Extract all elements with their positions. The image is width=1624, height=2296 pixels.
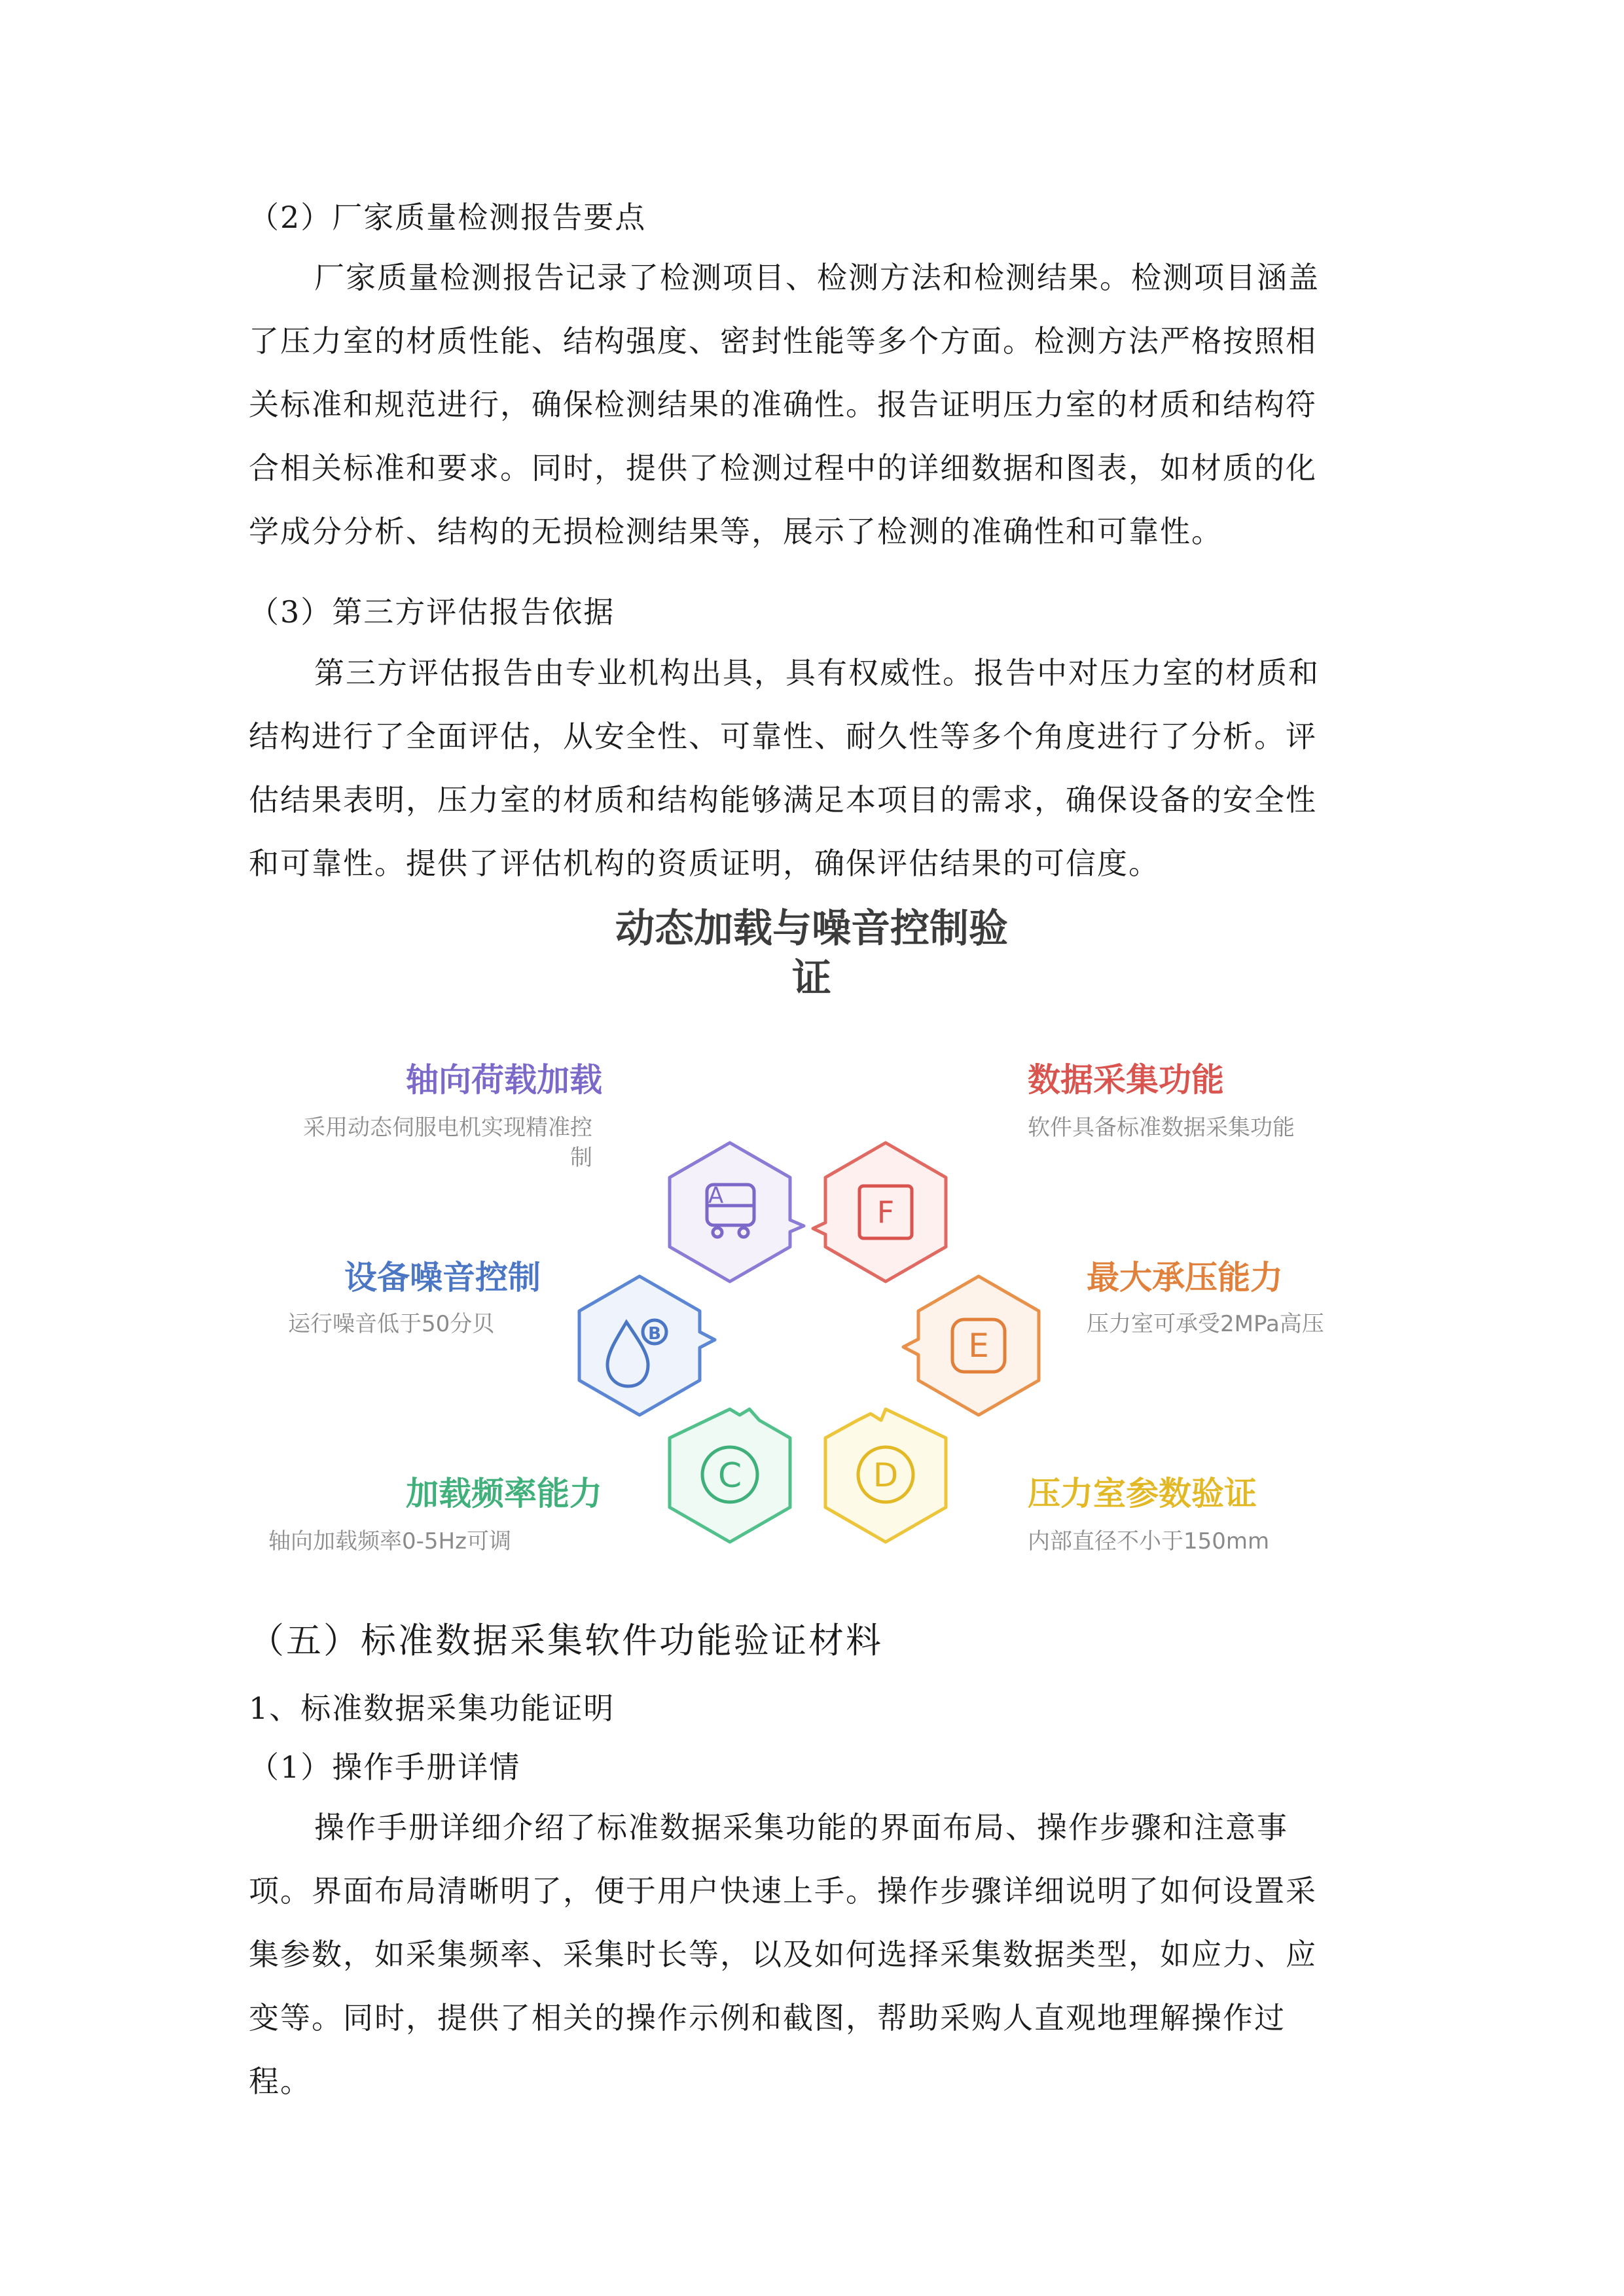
paragraph-line: 学成分分析、结构的无损检测结果等，展示了检测的准确性和可靠性。 bbox=[249, 514, 1223, 549]
paragraph-line: 了压力室的材质性能、结构强度、密封性能等多个方面。检测方法严格按照相 bbox=[249, 323, 1317, 359]
paragraph-line: 和可靠性。提供了评估机构的资质证明，确保评估结果的可信度。 bbox=[249, 846, 1160, 881]
feature-desc-axial-load bbox=[249, 1113, 592, 1173]
subheading-manual-details: （1）操作手册详情 bbox=[249, 1749, 521, 1785]
feature-title-axial-load: 轴向荷载加载 bbox=[406, 1061, 602, 1099]
paragraph-line: 关标准和规范进行，确保检测结果的准确性。报告证明压力室的材质和结构符 bbox=[249, 387, 1317, 422]
letter-d-icon-hexagon bbox=[825, 1409, 946, 1542]
infographic bbox=[249, 903, 1375, 1590]
water-drop-icon-hexagon bbox=[579, 1276, 715, 1415]
subheading-acquisition-proof: 1、标准数据采集功能证明 bbox=[249, 1691, 615, 1726]
svg-text:D: D bbox=[873, 1456, 899, 1494]
paragraph-line: 估结果表明，压力室的材质和结构能够满足本项目的需求，确保设备的安全性 bbox=[249, 782, 1317, 817]
bus-icon-hexagon bbox=[670, 1143, 804, 1282]
feature-title-load-frequency: 加载频率能力 bbox=[406, 1475, 602, 1513]
letter-e-icon-hexagon bbox=[903, 1276, 1039, 1415]
svg-text:E: E bbox=[968, 1327, 989, 1365]
paragraph-line: 第三方评估报告由专业机构出具，具有权威性。报告中对压力室的材质和 bbox=[314, 655, 1320, 691]
svg-text:C: C bbox=[717, 1456, 742, 1496]
infographic-title-continued: 证 bbox=[792, 956, 831, 1001]
feature-title-chamber-params: 压力室参数验证 bbox=[1028, 1475, 1257, 1513]
section-heading-software-verification: （五）标准数据采集软件功能验证材料 bbox=[249, 1620, 883, 1661]
paragraph-line: 集参数，如采集频率、采集时长等，以及如何选择采集数据类型，如应力、应 bbox=[249, 1937, 1317, 1972]
svg-text:F: F bbox=[876, 1194, 895, 1230]
feature-desc-line: 制 bbox=[570, 1145, 592, 1171]
infographic-title: 动态加载与噪音控制验 bbox=[615, 906, 1008, 952]
paragraph-line: 厂家质量检测报告记录了检测项目、检测方法和检测结果。检测项目涵盖 bbox=[314, 260, 1320, 295]
paragraph-line: 项。界面布局清晰明了，便于用户快速上手。操作步骤详细说明了如何设置采 bbox=[249, 1873, 1317, 1909]
feature-title-data-acquisition: 数据采集功能 bbox=[1028, 1061, 1224, 1099]
paragraph-line: 合相关标准和要求。同时，提供了检测过程中的详细数据和图表，如材质的化 bbox=[249, 450, 1317, 486]
feature-desc-data-acquisition: 软件具备标准数据采集功能 bbox=[1028, 1115, 1295, 1141]
letter-c-icon-hexagon bbox=[670, 1409, 790, 1542]
paragraph-line: 结构进行了全面评估，从安全性、可靠性、耐久性等多个角度进行了分析。评 bbox=[249, 719, 1317, 754]
feature-desc-load-frequency: 轴向加载频率0-5Hz可调 bbox=[268, 1528, 511, 1554]
feature-desc-noise-control: 运行噪音低于50分贝 bbox=[288, 1311, 495, 1337]
svg-text:A: A bbox=[708, 1183, 724, 1209]
feature-desc-line: 采用动态伺服电机实现精准控 bbox=[303, 1115, 592, 1141]
subheading-third-party-report: （3）第三方评估报告依据 bbox=[249, 594, 615, 630]
subheading-factory-report: （2）厂家质量检测报告要点 bbox=[249, 200, 647, 235]
svg-text:B: B bbox=[648, 1324, 661, 1344]
paragraph-line: 操作手册详细介绍了标准数据采集功能的界面布局、操作步骤和注意事 bbox=[314, 1810, 1288, 1845]
paragraph-line: 程。 bbox=[249, 2064, 312, 2099]
feature-title-noise-control: 设备噪音控制 bbox=[344, 1259, 541, 1297]
paragraph-line: 变等。同时，提供了相关的操作示例和截图，帮助采购人直观地理解操作过 bbox=[249, 2000, 1286, 2036]
feature-title-max-pressure: 最大承压能力 bbox=[1087, 1259, 1283, 1297]
feature-desc-chamber-params: 内部直径不小于150mm bbox=[1028, 1528, 1270, 1554]
feature-desc-max-pressure: 压力室可承受2MPa高压 bbox=[1087, 1311, 1324, 1337]
letter-f-icon-hexagon bbox=[813, 1143, 946, 1282]
